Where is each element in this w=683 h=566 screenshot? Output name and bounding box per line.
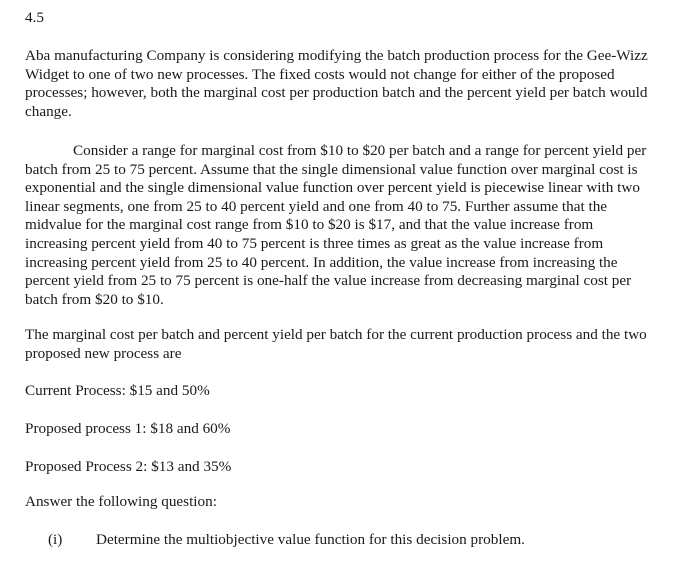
- proposed-process-2-line: Proposed Process 2: $13 and 35%: [25, 458, 232, 475]
- processes-intro-paragraph: The marginal cost per batch and percent yield per batch for the current production process and the two proposed new process are: [25, 326, 647, 362]
- question-text: Determine the multiobjective value function for this decision problem.: [96, 531, 525, 548]
- proposed-process-1-line: Proposed process 1: $18 and 60%: [25, 420, 231, 437]
- answer-prompt: Answer the following question:: [25, 493, 217, 510]
- assumptions-text: Consider a range for marginal cost from $10 to $20 per batch and a range for percent yield per batch from 25 to 75 percent. Assume that the single dimensional value function over marginal cost is exponential and the single dimensional value function over percent yield is piecewise linear with two linear segments, one from 25 to 40 percent yield and one from 40 to 75. Further assume that the midvalue for the marginal cost range from $10 to $20 is $17, and that the value increase from increasing percent yield from 40 to 75 percent is three times as great as the value increase from increasing percent yield from 25 to 40 percent. In addition, the value increase from increasing the percent yield from 25 to 75 percent is one-half the value increase from decreasing marginal cost per batch from $20 to $10.: [25, 142, 647, 308]
- section-number: 4.5: [25, 9, 44, 26]
- question-item: [48, 530, 525, 549]
- question-number: (i): [48, 531, 63, 548]
- intro-paragraph: Aba manufacturing Company is considering modifying the batch production process for the Gee-Wizz Widget to one of two new processes. The fixed costs would not change for either of the proposed processes; however, both the marginal cost per production batch and the percent yield per batch would change.: [25, 47, 648, 120]
- assumptions-paragraph: [25, 142, 657, 309]
- current-process-line: Current Process: $15 and 50%: [25, 382, 210, 399]
